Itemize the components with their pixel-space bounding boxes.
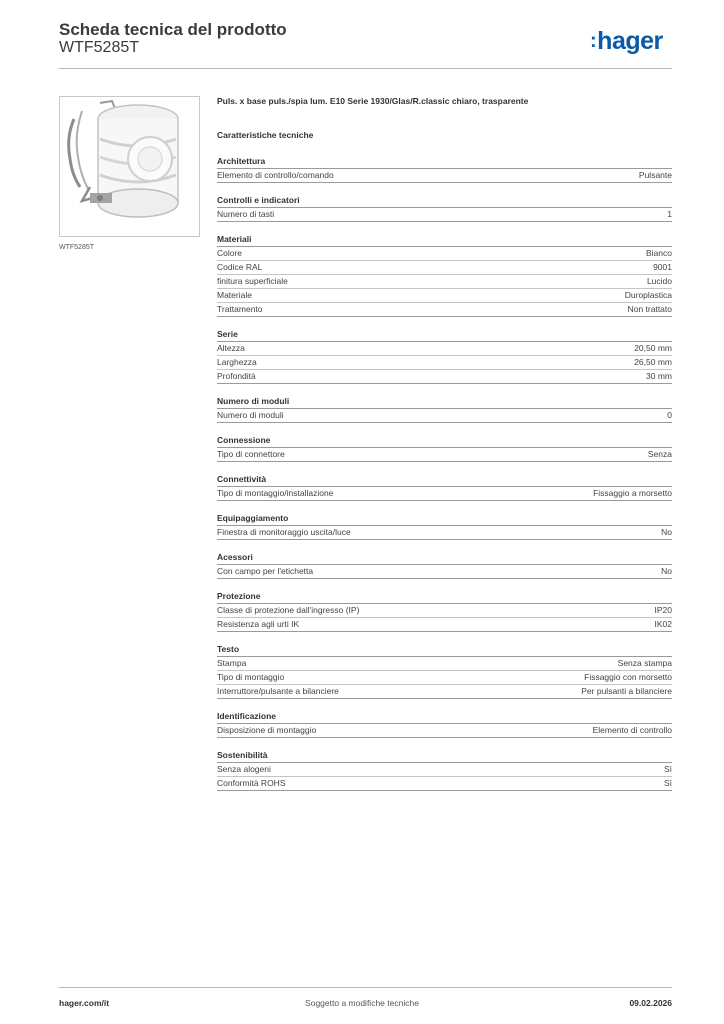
- spec-value: 9001: [653, 262, 672, 272]
- spec-label: Numero di moduli: [217, 410, 284, 420]
- spec-label: Altezza: [217, 343, 245, 353]
- spec-label: Elemento di controllo/comando: [217, 170, 334, 180]
- spec-label: Tipo di montaggio/installazione: [217, 488, 334, 498]
- footer-divider: [59, 987, 672, 988]
- header-divider: [59, 68, 672, 69]
- spec-value: No: [661, 566, 672, 576]
- spec-label: Conformità ROHS: [217, 778, 286, 788]
- spec-label: Codice RAL: [217, 262, 263, 272]
- spec-group-title: Testo: [217, 643, 672, 657]
- spec-group: [217, 643, 672, 699]
- spec-row: [217, 342, 672, 356]
- spec-value: IK02: [654, 619, 672, 629]
- spec-label: Con campo per l'etichetta: [217, 566, 314, 576]
- spec-label: Trattamento: [217, 304, 263, 314]
- spec-row: [217, 356, 672, 370]
- spec-row: [217, 763, 672, 777]
- spec-row: [217, 370, 672, 384]
- product-description: Puls. x base puls./spia lum. E10 Serie 1930/Glas/R.classic chiaro, trasparente: [217, 96, 529, 106]
- spec-group-title: Serie: [217, 328, 672, 342]
- spec-row: [217, 724, 672, 738]
- footer-website[interactable]: hager.com/it: [59, 998, 110, 1008]
- spec-value: Senza stampa: [617, 658, 672, 668]
- spec-group-title: Architettura: [217, 155, 672, 169]
- spec-value: Pulsante: [638, 170, 672, 180]
- spec-row: [217, 289, 672, 303]
- spec-row: [217, 261, 672, 275]
- spec-value: 0: [667, 410, 672, 420]
- spec-label: finitura superficiale: [217, 276, 288, 286]
- spec-label: Tipo di montaggio: [217, 672, 285, 682]
- spec-row: [217, 526, 672, 540]
- spec-group: [217, 395, 672, 423]
- spec-group: [217, 551, 672, 579]
- spec-group-title: Identificazione: [217, 710, 672, 724]
- spec-value: Bianco: [646, 248, 672, 258]
- spec-label: Senza alogeni: [217, 764, 271, 774]
- spec-row: [217, 618, 672, 632]
- spec-label: Larghezza: [217, 357, 257, 367]
- logo-text: hager: [597, 27, 663, 55]
- product-image: [59, 96, 200, 237]
- footer-date: 09.02.2026: [629, 998, 672, 1008]
- product-image-caption: WTF5285T: [59, 244, 95, 251]
- spec-group-title: Acessori: [217, 551, 672, 565]
- hager-logo[interactable]: [590, 27, 663, 56]
- spec-group-title: Connettività: [217, 473, 672, 487]
- spec-value: Elemento di controllo: [592, 725, 672, 735]
- spec-table: [217, 155, 672, 802]
- specs-heading: Caratteristiche tecniche: [217, 130, 314, 140]
- spec-row: [217, 671, 672, 685]
- spec-row: [217, 604, 672, 618]
- spec-value: 1: [667, 209, 672, 219]
- spec-row: [217, 409, 672, 423]
- spec-label: Profondità: [217, 371, 256, 381]
- spec-group: [217, 155, 672, 183]
- spec-row: [217, 777, 672, 791]
- spec-label: Stampa: [217, 658, 247, 668]
- spec-group: [217, 473, 672, 501]
- spec-row: [217, 208, 672, 222]
- spec-label: Classe di protezione dall'ingresso (IP): [217, 605, 360, 615]
- spec-group: [217, 512, 672, 540]
- spec-group: [217, 590, 672, 632]
- spec-label: Finestra di monitoraggio uscita/luce: [217, 527, 351, 537]
- spec-row: [217, 247, 672, 261]
- spec-group-title: Equipaggiamento: [217, 512, 672, 526]
- footer-disclaimer: Soggetto a modifiche tecniche: [305, 998, 419, 1008]
- spec-group: [217, 749, 672, 791]
- spec-value: Duroplastica: [624, 290, 672, 300]
- spec-value: Lucido: [646, 276, 672, 286]
- spec-group-title: Controlli e indicatori: [217, 194, 672, 208]
- spec-row: [217, 657, 672, 671]
- spec-value: Fissaggio con morsetto: [584, 672, 672, 682]
- spec-label: Numero di tasti: [217, 209, 275, 219]
- spec-value: Per pulsanti a bilanciere: [581, 686, 672, 696]
- logo-dot: :: [590, 30, 597, 52]
- spec-row: [217, 169, 672, 183]
- spec-group-title: Numero di moduli: [217, 395, 672, 409]
- spec-value: Sì: [663, 778, 672, 788]
- spec-group: [217, 233, 672, 317]
- spec-value: No: [661, 527, 672, 537]
- spec-value: 20,50 mm: [634, 343, 672, 353]
- spec-label: Materiale: [217, 290, 252, 300]
- spec-value: Fissaggio a morsetto: [593, 488, 672, 498]
- spec-value: IP20: [654, 605, 672, 615]
- spec-value: 26,50 mm: [634, 357, 672, 367]
- spec-value: Senza: [647, 449, 672, 459]
- spec-group: [217, 328, 672, 384]
- spec-group: [217, 194, 672, 222]
- spec-group-title: Materiali: [217, 233, 672, 247]
- spec-row: [217, 487, 672, 501]
- spec-group-title: Protezione: [217, 590, 672, 604]
- spec-row: [217, 565, 672, 579]
- spec-label: Resistenza agli urti IK: [217, 619, 300, 629]
- spec-group: [217, 434, 672, 462]
- spec-group: [217, 710, 672, 738]
- spec-label: Interruttore/pulsante a bilanciere: [217, 686, 339, 696]
- spec-value: 30 mm: [646, 371, 672, 381]
- spec-row: [217, 685, 672, 699]
- spec-value: Sì: [663, 764, 672, 774]
- spec-group-title: Sostenibilità: [217, 749, 672, 763]
- header-title: Scheda tecnica del prodotto: [59, 20, 287, 39]
- spec-row: [217, 448, 672, 462]
- spec-row: [217, 303, 672, 317]
- spec-label: Disposizione di montaggio: [217, 725, 317, 735]
- product-illustration: [60, 97, 199, 236]
- header-product-code: WTF5285T: [59, 39, 140, 56]
- spec-label: Tipo di connettore: [217, 449, 285, 459]
- spec-label: Colore: [217, 248, 243, 258]
- spec-value: Non trattato: [627, 304, 672, 314]
- spec-row: [217, 275, 672, 289]
- spec-group-title: Connessione: [217, 434, 672, 448]
